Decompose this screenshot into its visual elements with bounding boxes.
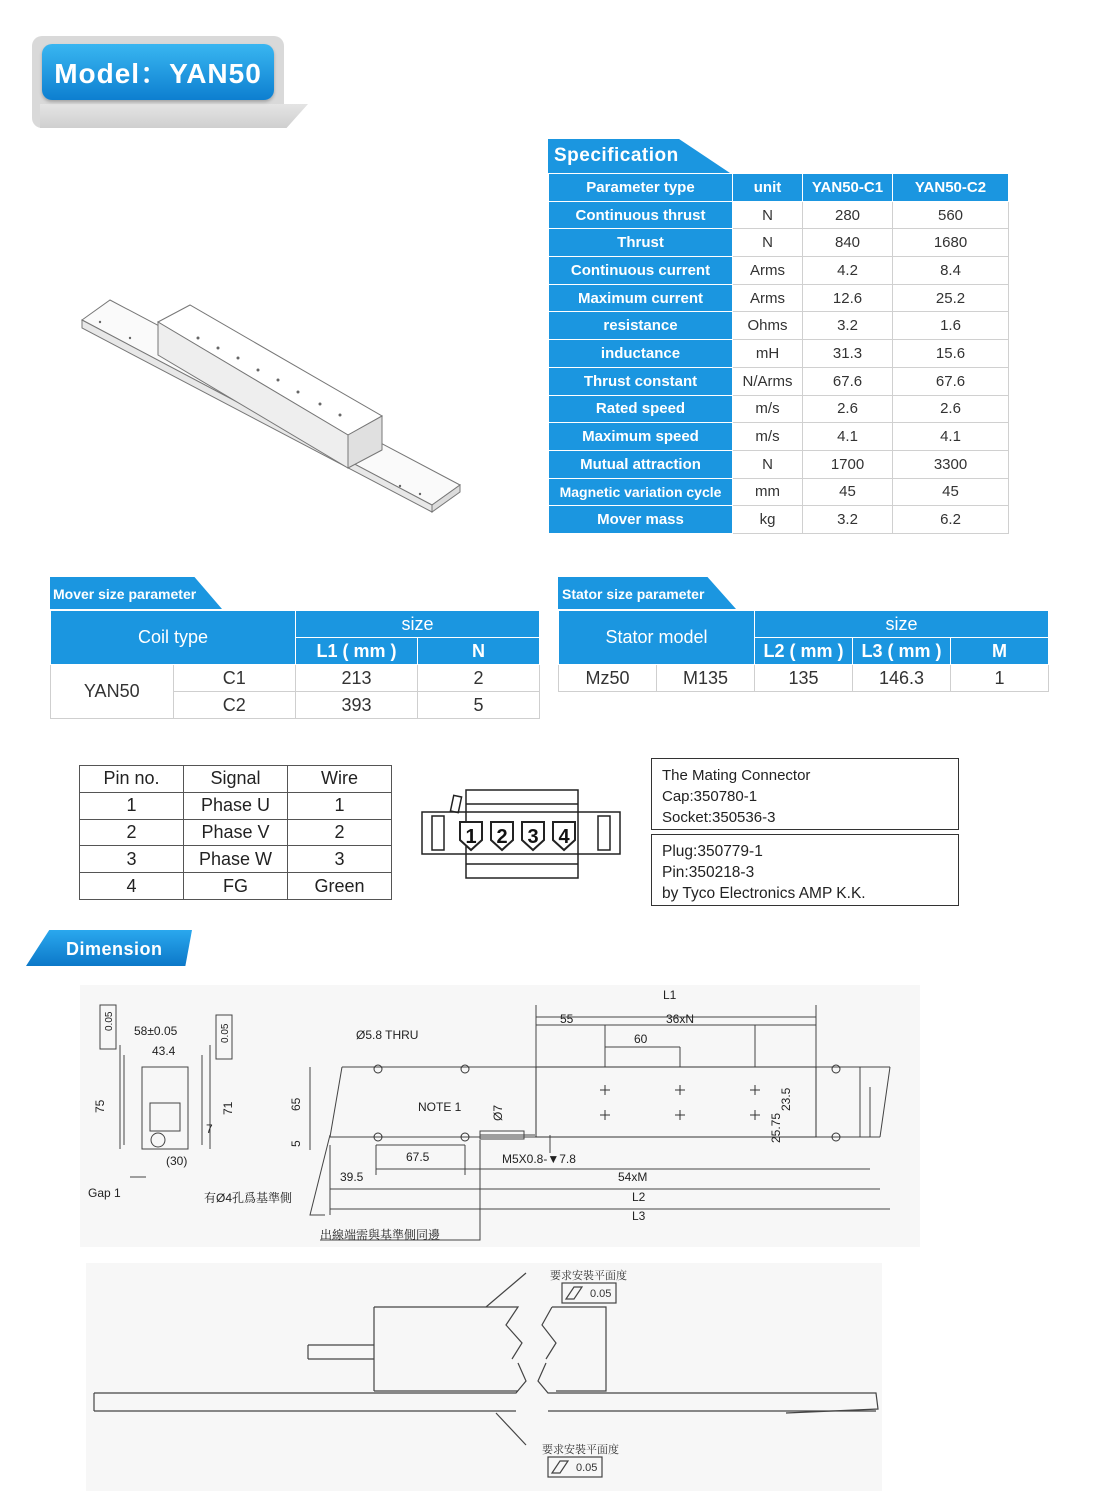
- stator-a: Mz50: [559, 665, 657, 692]
- dim-2575: 25.75: [769, 1112, 783, 1143]
- dimension-title: Dimension: [66, 939, 163, 959]
- dim-36n: 36xN: [666, 1012, 695, 1026]
- dim-d7: Ø7: [491, 1104, 505, 1121]
- table-row: [549, 340, 1009, 368]
- spec-param: Magnetic variation cycle: [549, 478, 733, 506]
- spec-param: resistance: [549, 312, 733, 340]
- spec-param: Thrust constant: [549, 367, 733, 395]
- dim-l2: L2: [632, 1190, 646, 1204]
- install-cn3: 要求安裝平面度: [550, 1270, 627, 1282]
- spec-unit: Arms: [733, 284, 803, 312]
- spec-c2: 2.6: [893, 395, 1009, 423]
- stator-l2-header: L2 ( mm ): [755, 638, 853, 665]
- dim-l3: L3: [632, 1209, 646, 1223]
- stator-l3: 146.3: [853, 665, 951, 692]
- mating-box-1: [651, 758, 959, 830]
- mating-line: The Mating Connector: [662, 767, 811, 784]
- dim-cn1: 有Ø4孔爲基準側: [204, 1191, 293, 1205]
- table-row: [549, 367, 1009, 395]
- pin-signal: Phase U: [184, 792, 288, 819]
- mover-n-header: N: [418, 638, 540, 665]
- spec-param: inductance: [549, 340, 733, 368]
- table-row: [549, 395, 1009, 423]
- table-row: [80, 792, 392, 819]
- model-frame-shadow: [40, 104, 308, 128]
- dim-gap: Gap 1: [88, 1186, 121, 1200]
- table-row: [51, 665, 540, 692]
- spec-unit: m/s: [733, 395, 803, 423]
- spec-unit: Arms: [733, 257, 803, 285]
- connector-pin-2: 2: [496, 826, 508, 848]
- dim-note1: NOTE 1: [418, 1100, 462, 1114]
- dim-7: 7: [206, 1122, 213, 1136]
- stator-model-header: Stator model: [559, 611, 755, 665]
- stator-title: Stator size parameter: [562, 586, 705, 602]
- spec-param: Mutual attraction: [549, 450, 733, 478]
- dim-434: 43.4: [152, 1044, 176, 1058]
- spec-c1: 12.6: [803, 284, 893, 312]
- table-row: [549, 201, 1009, 229]
- table-row: [549, 257, 1009, 285]
- spec-c1: 45: [803, 478, 893, 506]
- spec-col-c1: YAN50-C1: [803, 174, 893, 202]
- spec-col-unit: unit: [733, 174, 803, 202]
- pin-signal: Phase V: [184, 819, 288, 846]
- connector-pin-4: 4: [558, 826, 570, 848]
- dim-60: 60: [634, 1032, 648, 1046]
- spec-c2: 8.4: [893, 257, 1009, 285]
- spec-param: Rated speed: [549, 395, 733, 423]
- mover-coil-type-header: Coil type: [51, 611, 296, 665]
- table-row: [549, 478, 1009, 506]
- spec-c2: 1680: [893, 229, 1009, 257]
- dim-55: 55: [560, 1012, 574, 1026]
- dim-71: 71: [221, 1101, 235, 1115]
- spec-c1: 31.3: [803, 340, 893, 368]
- spec-header-row: [549, 174, 1009, 202]
- spec-c2: 45: [893, 478, 1009, 506]
- pin-no: 4: [80, 873, 184, 900]
- pin-signal: FG: [184, 873, 288, 900]
- table-row: [549, 506, 1009, 534]
- dim-30: (30): [166, 1154, 188, 1168]
- mover-size-header: size: [296, 611, 540, 638]
- table-row: [559, 665, 1049, 692]
- dim-58: 58±0.05: [134, 1024, 178, 1038]
- spec-c1: 4.1: [803, 423, 893, 451]
- pin-wire: 3: [288, 846, 392, 873]
- table-row: [80, 846, 392, 873]
- connector-drawing: [418, 788, 624, 882]
- dimension-drawing: [80, 985, 920, 1247]
- pin-header-row: [80, 766, 392, 793]
- connector-pin-3: 3: [527, 826, 539, 848]
- mating-line: Plug:350779-1: [662, 843, 763, 860]
- pin-col-wire: Wire: [288, 766, 392, 793]
- spec-param: Mover mass: [549, 506, 733, 534]
- dim-cn2: 出線端需與基準側同邊: [320, 1228, 441, 1242]
- spec-col-c2: YAN50-C2: [893, 174, 1009, 202]
- spec-param: Thrust: [549, 229, 733, 257]
- spec-unit: kg: [733, 506, 803, 534]
- stator-m: 1: [951, 665, 1049, 692]
- mating-line: Socket:350536-3: [662, 809, 776, 826]
- pin-signal: Phase W: [184, 846, 288, 873]
- table-row: [549, 229, 1009, 257]
- table-row: [549, 423, 1009, 451]
- mating-line: Pin:350218-3: [662, 864, 755, 881]
- spec-c1: 1700: [803, 450, 893, 478]
- spec-c1: 67.6: [803, 367, 893, 395]
- pin-no: 3: [80, 846, 184, 873]
- mover-type: C2: [173, 692, 296, 719]
- stator-m-header: M: [951, 638, 1049, 665]
- pin-col-signal: Signal: [184, 766, 288, 793]
- product-render: [70, 280, 470, 520]
- dim-m5: M5X0.8-▼7.8: [502, 1152, 576, 1166]
- mover-type: C1: [173, 665, 296, 692]
- spec-unit: N: [733, 229, 803, 257]
- mover-n: 5: [418, 692, 540, 719]
- install-tol4: 0.05: [576, 1462, 598, 1474]
- mover-model: YAN50: [51, 665, 174, 719]
- spec-param: Continuous current: [549, 257, 733, 285]
- pin-table: [79, 765, 392, 900]
- table-row: [80, 873, 392, 900]
- spec-unit: m/s: [733, 423, 803, 451]
- table-row: [549, 284, 1009, 312]
- stator-l2: 135: [755, 665, 853, 692]
- spec-unit: mH: [733, 340, 803, 368]
- mover-n: 2: [418, 665, 540, 692]
- table-row: [80, 819, 392, 846]
- dim-235: 23.5: [779, 1087, 793, 1111]
- stator-b: M135: [657, 665, 755, 692]
- spec-c1: 2.6: [803, 395, 893, 423]
- spec-c2: 4.1: [893, 423, 1009, 451]
- spec-param: Maximum speed: [549, 423, 733, 451]
- pin-wire: 1: [288, 792, 392, 819]
- model-title: Model：YAN50: [42, 44, 274, 100]
- mover-l1: 393: [296, 692, 418, 719]
- pin-col-no: Pin no.: [80, 766, 184, 793]
- spec-c1: 840: [803, 229, 893, 257]
- dim-75: 75: [93, 1099, 107, 1113]
- spec-param: Maximum current: [549, 284, 733, 312]
- stator-size-header: size: [755, 611, 1049, 638]
- dim-5: 5: [289, 1140, 303, 1147]
- spec-c2: 560: [893, 201, 1009, 229]
- spec-unit: N: [733, 201, 803, 229]
- table-row: [549, 312, 1009, 340]
- pin-wire: 2: [288, 819, 392, 846]
- spec-unit: mm: [733, 478, 803, 506]
- install-tol3: 0.05: [590, 1288, 612, 1300]
- spec-c2: 25.2: [893, 284, 1009, 312]
- spec-unit: Ohms: [733, 312, 803, 340]
- spec-c1: 280: [803, 201, 893, 229]
- spec-c2: 15.6: [893, 340, 1009, 368]
- mating-box-2: [651, 834, 959, 906]
- dim-thru: Ø5.8 THRU: [356, 1028, 419, 1042]
- table-row: [549, 450, 1009, 478]
- installation-drawing: [86, 1263, 882, 1491]
- mating-line: by Tyco Electronics AMP K.K.: [662, 885, 866, 902]
- spec-c1: 3.2: [803, 506, 893, 534]
- spec-unit: N: [733, 450, 803, 478]
- dim-tol2: 0.05: [220, 1023, 231, 1043]
- spec-c2: 67.6: [893, 367, 1009, 395]
- connector-pin-1: 1: [465, 826, 477, 848]
- dim-l1: L1: [663, 988, 677, 1002]
- dim-54m: 54xM: [618, 1170, 648, 1184]
- spec-table: [548, 173, 1009, 534]
- pin-wire: Green: [288, 873, 392, 900]
- spec-param: Continuous thrust: [549, 201, 733, 229]
- spec-c1: 3.2: [803, 312, 893, 340]
- spec-c2: 3300: [893, 450, 1009, 478]
- dim-65: 65: [289, 1097, 303, 1111]
- dim-tol1: 0.05: [104, 1011, 115, 1031]
- pin-no: 1: [80, 792, 184, 819]
- spec-c2: 1.6: [893, 312, 1009, 340]
- spec-c1: 4.2: [803, 257, 893, 285]
- spec-title: Specification: [554, 145, 679, 166]
- spec-col-param: Parameter type: [549, 174, 733, 202]
- mover-table: [50, 610, 540, 719]
- spec-unit: N/Arms: [733, 367, 803, 395]
- spec-c2: 6.2: [893, 506, 1009, 534]
- mating-line: Cap:350780-1: [662, 788, 758, 805]
- mover-title: Mover size parameter: [53, 586, 197, 602]
- dim-675: 67.5: [406, 1150, 430, 1164]
- mover-l1-header: L1 ( mm ): [296, 638, 418, 665]
- pin-no: 2: [80, 819, 184, 846]
- mover-l1: 213: [296, 665, 418, 692]
- dim-395: 39.5: [340, 1170, 364, 1184]
- install-cn4: 要求安裝平面度: [542, 1444, 619, 1456]
- stator-table: [558, 610, 1049, 692]
- stator-l3-header: L3 ( mm ): [853, 638, 951, 665]
